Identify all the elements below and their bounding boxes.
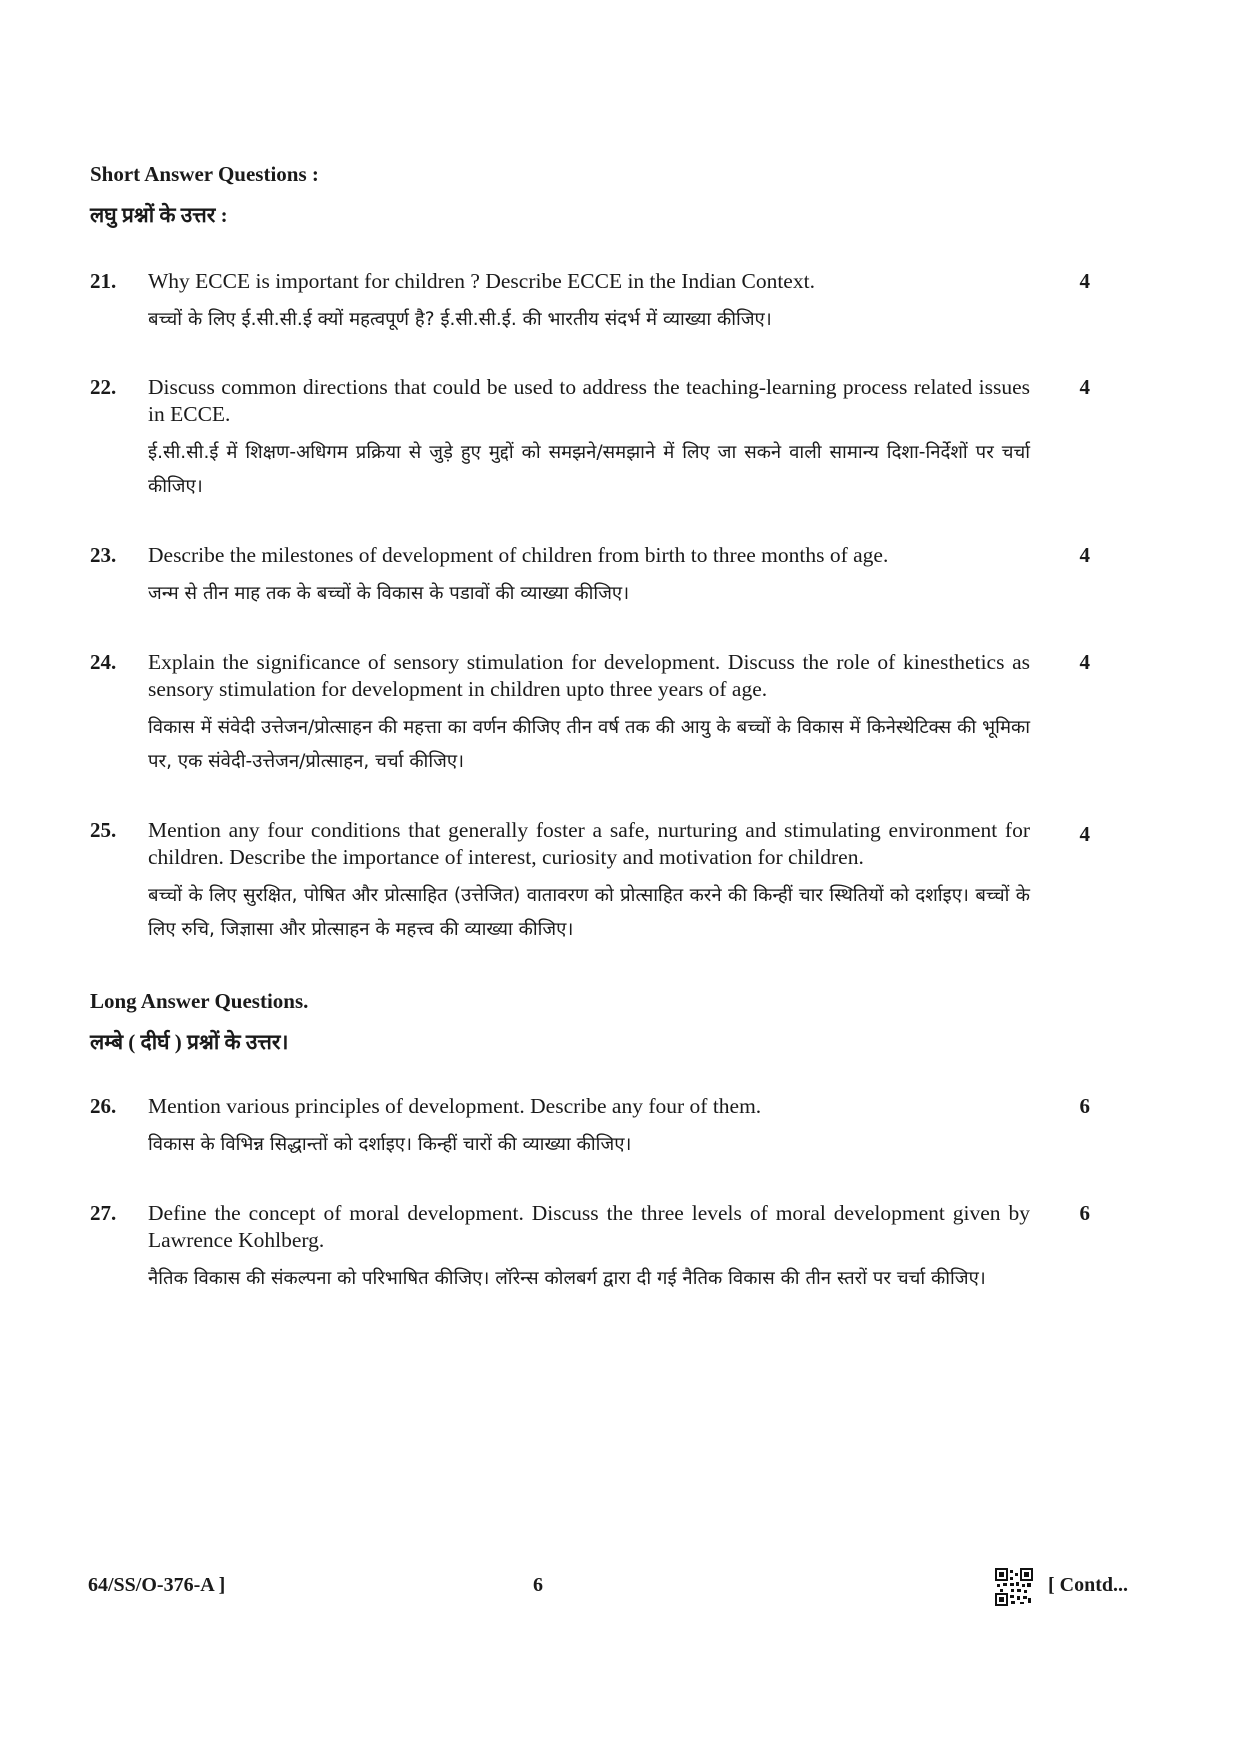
question-number: 22. <box>90 375 117 399</box>
question-text-hi: बच्चों के लिए ई.सी.सी.ई क्यों महत्वपूर्ण है? ई.सी.सी.ई. की भारतीय संदर्भ में व्याख्या कीजिए। <box>148 309 772 330</box>
question-22 <box>90 374 1090 504</box>
question-number: 23. <box>90 543 117 567</box>
question-marks: 4 <box>1079 543 1090 567</box>
question-number: 24. <box>90 650 117 674</box>
question-text-hi: ई.सी.सी.ई में शिक्षण-अधिगम प्रक्रिया से जुड़े हुए मुद्दों को समझने/समझाने में लिए जा सकने वाली सामान्य दिशा-निर्देशों पर चर्चा कीजिए। <box>148 442 1030 497</box>
question-marks: 6 <box>1079 1094 1090 1118</box>
question-marks: 4 <box>1079 650 1090 674</box>
question-text-en: Describe the milestones of development of children from birth to three months of age. <box>148 543 889 567</box>
qr-code-icon <box>995 1568 1033 1606</box>
question-text-hi: जन्म से तीन माह तक के बच्चों के विकास के पडावों की व्याख्या कीजिए। <box>148 583 630 604</box>
question-marks: 4 <box>1079 375 1090 399</box>
question-text-hi: नैतिक विकास की संकल्पना को परिभाषित कीजिए। लॉरेन्स कोलबर्ग द्वारा दी गई नैतिक विकास की तीन स्तरों पर चर्चा कीजिए। <box>148 1268 986 1289</box>
question-number: 26. <box>90 1094 117 1118</box>
page-footer <box>88 1568 1153 1608</box>
question-marks: 4 <box>1079 822 1090 846</box>
long-answer-heading <box>90 987 1150 1057</box>
question-page <box>90 160 1150 1296</box>
question-24 <box>90 649 1090 779</box>
question-number: 25. <box>90 818 117 842</box>
question-number: 27. <box>90 1201 117 1225</box>
question-text-hi: बच्चों के लिए सुरक्षित, पोषित और प्रोत्साहित (उत्तेजित) वातावरण को प्रोत्साहित करने की किन्हीं चार स्थितियों को दर्शाइए। बच्चों के लिए रुचि, जिज्ञासा और प्रोत्साहन के महत्त्व की व्याख्या कीजिए। <box>148 885 1030 940</box>
short-answer-heading-hi: लघु प्रश्नों के उत्तर : <box>90 203 228 227</box>
question-text-hi: विकास में संवेदी उत्तेजन/प्रोत्साहन की महत्ता का वर्णन कीजिए तीन वर्ष तक की आयु के बच्चों के विकास में किनेस्थेटिक्स की भूमिका पर, एक संवेदी-उत्तेजन/प्रोत्साहन, चर्चा कीजिए। <box>148 717 1031 772</box>
short-answer-heading <box>90 160 1150 230</box>
question-text-en: Define the concept of moral development. Discuss the three levels of moral development given by Lawrence Kohlberg. <box>148 1201 1030 1252</box>
question-text-en: Mention various principles of development. Describe any four of them. <box>148 1094 762 1118</box>
question-text-en: Mention any four conditions that generally foster a safe, nurturing and stimulating environment for children. Describe the importance of interest, curiosity and motivation for children. <box>148 818 1030 869</box>
long-answer-heading-en: Long Answer Questions. <box>90 989 309 1013</box>
long-answer-heading-hi: लम्बे ( दीर्घ ) प्रश्नों के उत्तर। <box>90 1030 289 1054</box>
question-text-hi: विकास के विभिन्न सिद्धान्तों को दर्शाइए। किन्हीं चारों की व्याख्या कीजिए। <box>148 1134 632 1155</box>
continued-label: [ Contd... <box>1048 1574 1129 1596</box>
question-text-en: Explain the significance of sensory stimulation for development. Discuss the role of kinesthetics as sensory stimulation for development in children upto three years of age. <box>148 650 1030 701</box>
question-marks: 6 <box>1079 1201 1090 1225</box>
short-answer-heading-en: Short Answer Questions : <box>90 162 319 186</box>
question-21 <box>90 268 1090 337</box>
question-text-en: Discuss common directions that could be used to address the teaching-learning process related issues in ECCE. <box>148 375 1030 426</box>
question-text-en: Why ECCE is important for children ? Describe ECCE in the Indian Context. <box>148 269 815 293</box>
paper-code: 64/SS/O-376-A ] <box>88 1574 226 1596</box>
page-number: 6 <box>533 1574 543 1596</box>
question-23 <box>90 542 1090 611</box>
question-number: 21. <box>90 269 117 293</box>
question-marks: 4 <box>1079 269 1090 293</box>
question-26 <box>90 1093 1090 1162</box>
question-27 <box>90 1200 1090 1296</box>
question-25 <box>90 817 1090 947</box>
